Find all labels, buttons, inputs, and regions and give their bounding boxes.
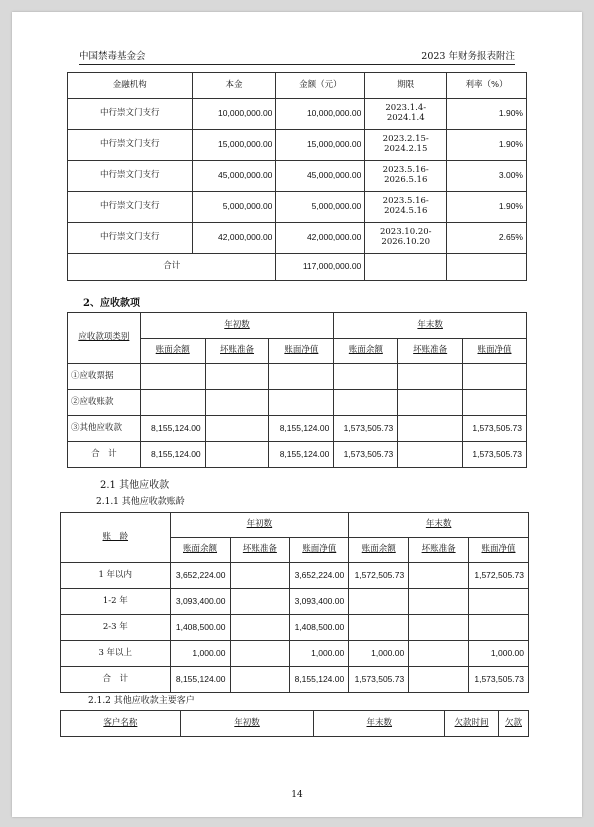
rate-cell: 1.90%	[447, 99, 527, 130]
sub-header: 账面净值	[269, 339, 334, 364]
total-row: 合 计 8,155,124.00 8,155,124.00 1,573,505.73 1,573,505.73	[61, 667, 529, 693]
sub-header: 坏账准备	[409, 538, 469, 563]
table-row: 2-3 年 1,408,500.00 1,408,500.00	[61, 615, 529, 641]
page-number: 14	[291, 790, 303, 800]
receivables-title: 2、应收款项	[83, 298, 140, 309]
amount-cell: 42,000,000.00	[276, 223, 365, 254]
table-row	[68, 161, 527, 192]
aging-title: 2.1.1 其他应收款账龄	[96, 497, 185, 507]
row-label: 合 计	[61, 667, 171, 693]
rate-cell: 3.00%	[447, 161, 527, 192]
table-row	[68, 364, 527, 390]
rate-cell: 2.65%	[447, 223, 527, 254]
amount-cell: 5,000,000.00	[276, 192, 365, 223]
col-header: 欠款	[499, 711, 529, 737]
term-cell	[365, 99, 447, 130]
rate-cell: 1.90%	[447, 130, 527, 161]
amount-cell: 45,000,000.00	[276, 161, 365, 192]
sub-header: 坏账准备	[205, 339, 269, 364]
col-header: 利率（%）	[447, 73, 527, 99]
term-cell	[365, 192, 447, 223]
table-row: 1-2 年 3,093,400.00 3,093,400.00	[61, 589, 529, 615]
col-header: 期限	[365, 73, 447, 99]
sub-header: 账面余额	[334, 339, 398, 364]
term-start: 2023.2.15-	[382, 134, 429, 145]
term-start: 2023.5.16-	[382, 196, 429, 207]
header-org: 中国禁毒基金会	[79, 51, 146, 62]
col-header: 金额（元）	[276, 73, 365, 99]
aging-table	[60, 512, 529, 693]
term-end: 2026.5.16	[384, 175, 428, 185]
row-label: 合 计	[68, 442, 141, 468]
bank-cell: 中行崇文门支行	[68, 130, 193, 161]
principal-cell: 5,000,000.00	[192, 192, 276, 223]
bank-cell: 中行崇文门支行	[68, 192, 193, 223]
sub-header: 账面余额	[170, 538, 230, 563]
receivables-table	[67, 312, 527, 468]
row-label: 3 年以上	[61, 641, 171, 667]
row-label: 1 年以内	[61, 563, 171, 589]
amount-cell: 10,000,000.00	[276, 99, 365, 130]
begin-header: 年初数	[140, 313, 334, 339]
col-header: 金融机构	[68, 73, 193, 99]
term-end: 2024.5.16	[384, 206, 428, 216]
row-label: ①应收票据	[68, 364, 141, 390]
col-header: 年末数	[314, 711, 445, 737]
bank-cell: 中行崇文门支行	[68, 223, 193, 254]
sub-header: 坏账准备	[398, 339, 463, 364]
term-cell	[365, 130, 447, 161]
category-header: 应收款项类别	[68, 313, 141, 364]
principal-cell: 42,000,000.00	[192, 223, 276, 254]
table-row	[68, 192, 527, 223]
other-receivables-title: 2.1 其他应收款	[100, 480, 170, 491]
table-row: 1 年以内 3,652,224.00 3,652,224.00 1,572,505.73 1,572,505.73	[61, 563, 529, 589]
principal-cell: 45,000,000.00	[192, 161, 276, 192]
sub-header: 账面净值	[290, 538, 349, 563]
page-header	[79, 48, 515, 65]
table-row	[68, 130, 527, 161]
term-end: 2024.1.4	[386, 113, 425, 123]
col-header: 客户名称	[61, 711, 181, 737]
bank-cell: 中行崇文门支行	[68, 99, 193, 130]
table-row	[68, 223, 527, 254]
sub-header: 账面净值	[468, 538, 528, 563]
col-header: 年初数	[180, 711, 314, 737]
deposits-table	[67, 72, 527, 281]
term-cell	[365, 223, 447, 254]
table-row: 3 年以上 1,000.00 1,000.00 1,000.00 1,000.00	[61, 641, 529, 667]
row-label: ②应收账款	[68, 390, 141, 416]
term-cell	[365, 161, 447, 192]
total-label: 合计	[68, 254, 276, 281]
principal-cell: 15,000,000.00	[192, 130, 276, 161]
table-row	[68, 99, 527, 130]
customers-title: 2.1.2 其他应收款主要客户	[88, 696, 195, 706]
row-label: 1-2 年	[61, 589, 171, 615]
term-end: 2024.2.15	[384, 144, 428, 154]
principal-cell: 10,000,000.00	[192, 99, 276, 130]
col-header: 本金	[192, 73, 276, 99]
customers-table	[60, 710, 529, 737]
term-start: 2023.5.16-	[382, 165, 429, 176]
sub-header: 坏账准备	[230, 538, 290, 563]
end-header: 年末数	[349, 513, 529, 538]
term-end: 2026.10.20	[381, 237, 431, 247]
total-amount: 117,000,000.00	[276, 254, 365, 281]
total-row	[68, 254, 527, 281]
sub-header: 账面净值	[463, 339, 527, 364]
header-title: 2023 年财务报表附注	[421, 51, 515, 62]
term-start: 2023.1.4-	[385, 103, 427, 114]
end-header: 年末数	[334, 313, 527, 339]
bank-cell: 中行崇文门支行	[68, 161, 193, 192]
sub-header: 账面余额	[140, 339, 205, 364]
rate-cell: 1.90%	[447, 192, 527, 223]
begin-header: 年初数	[170, 513, 349, 538]
term-start: 2023.10.20-	[379, 227, 432, 238]
table-row: ③其他应收款 8,155,124.00 8,155,124.00 1,573,505.73 1,573,505.73	[68, 416, 527, 442]
table-row	[68, 390, 527, 416]
row-label: 2-3 年	[61, 615, 171, 641]
total-row: 合 计 8,155,124.00 8,155,124.00 1,573,505.73 1,573,505.73	[68, 442, 527, 468]
table-header-row	[68, 73, 527, 99]
row-label: ③其他应收款	[68, 416, 141, 442]
amount-cell: 15,000,000.00	[276, 130, 365, 161]
sub-header: 账面余额	[349, 538, 409, 563]
col-header: 欠款时间	[445, 711, 499, 737]
aging-header: 账 龄	[61, 513, 171, 563]
